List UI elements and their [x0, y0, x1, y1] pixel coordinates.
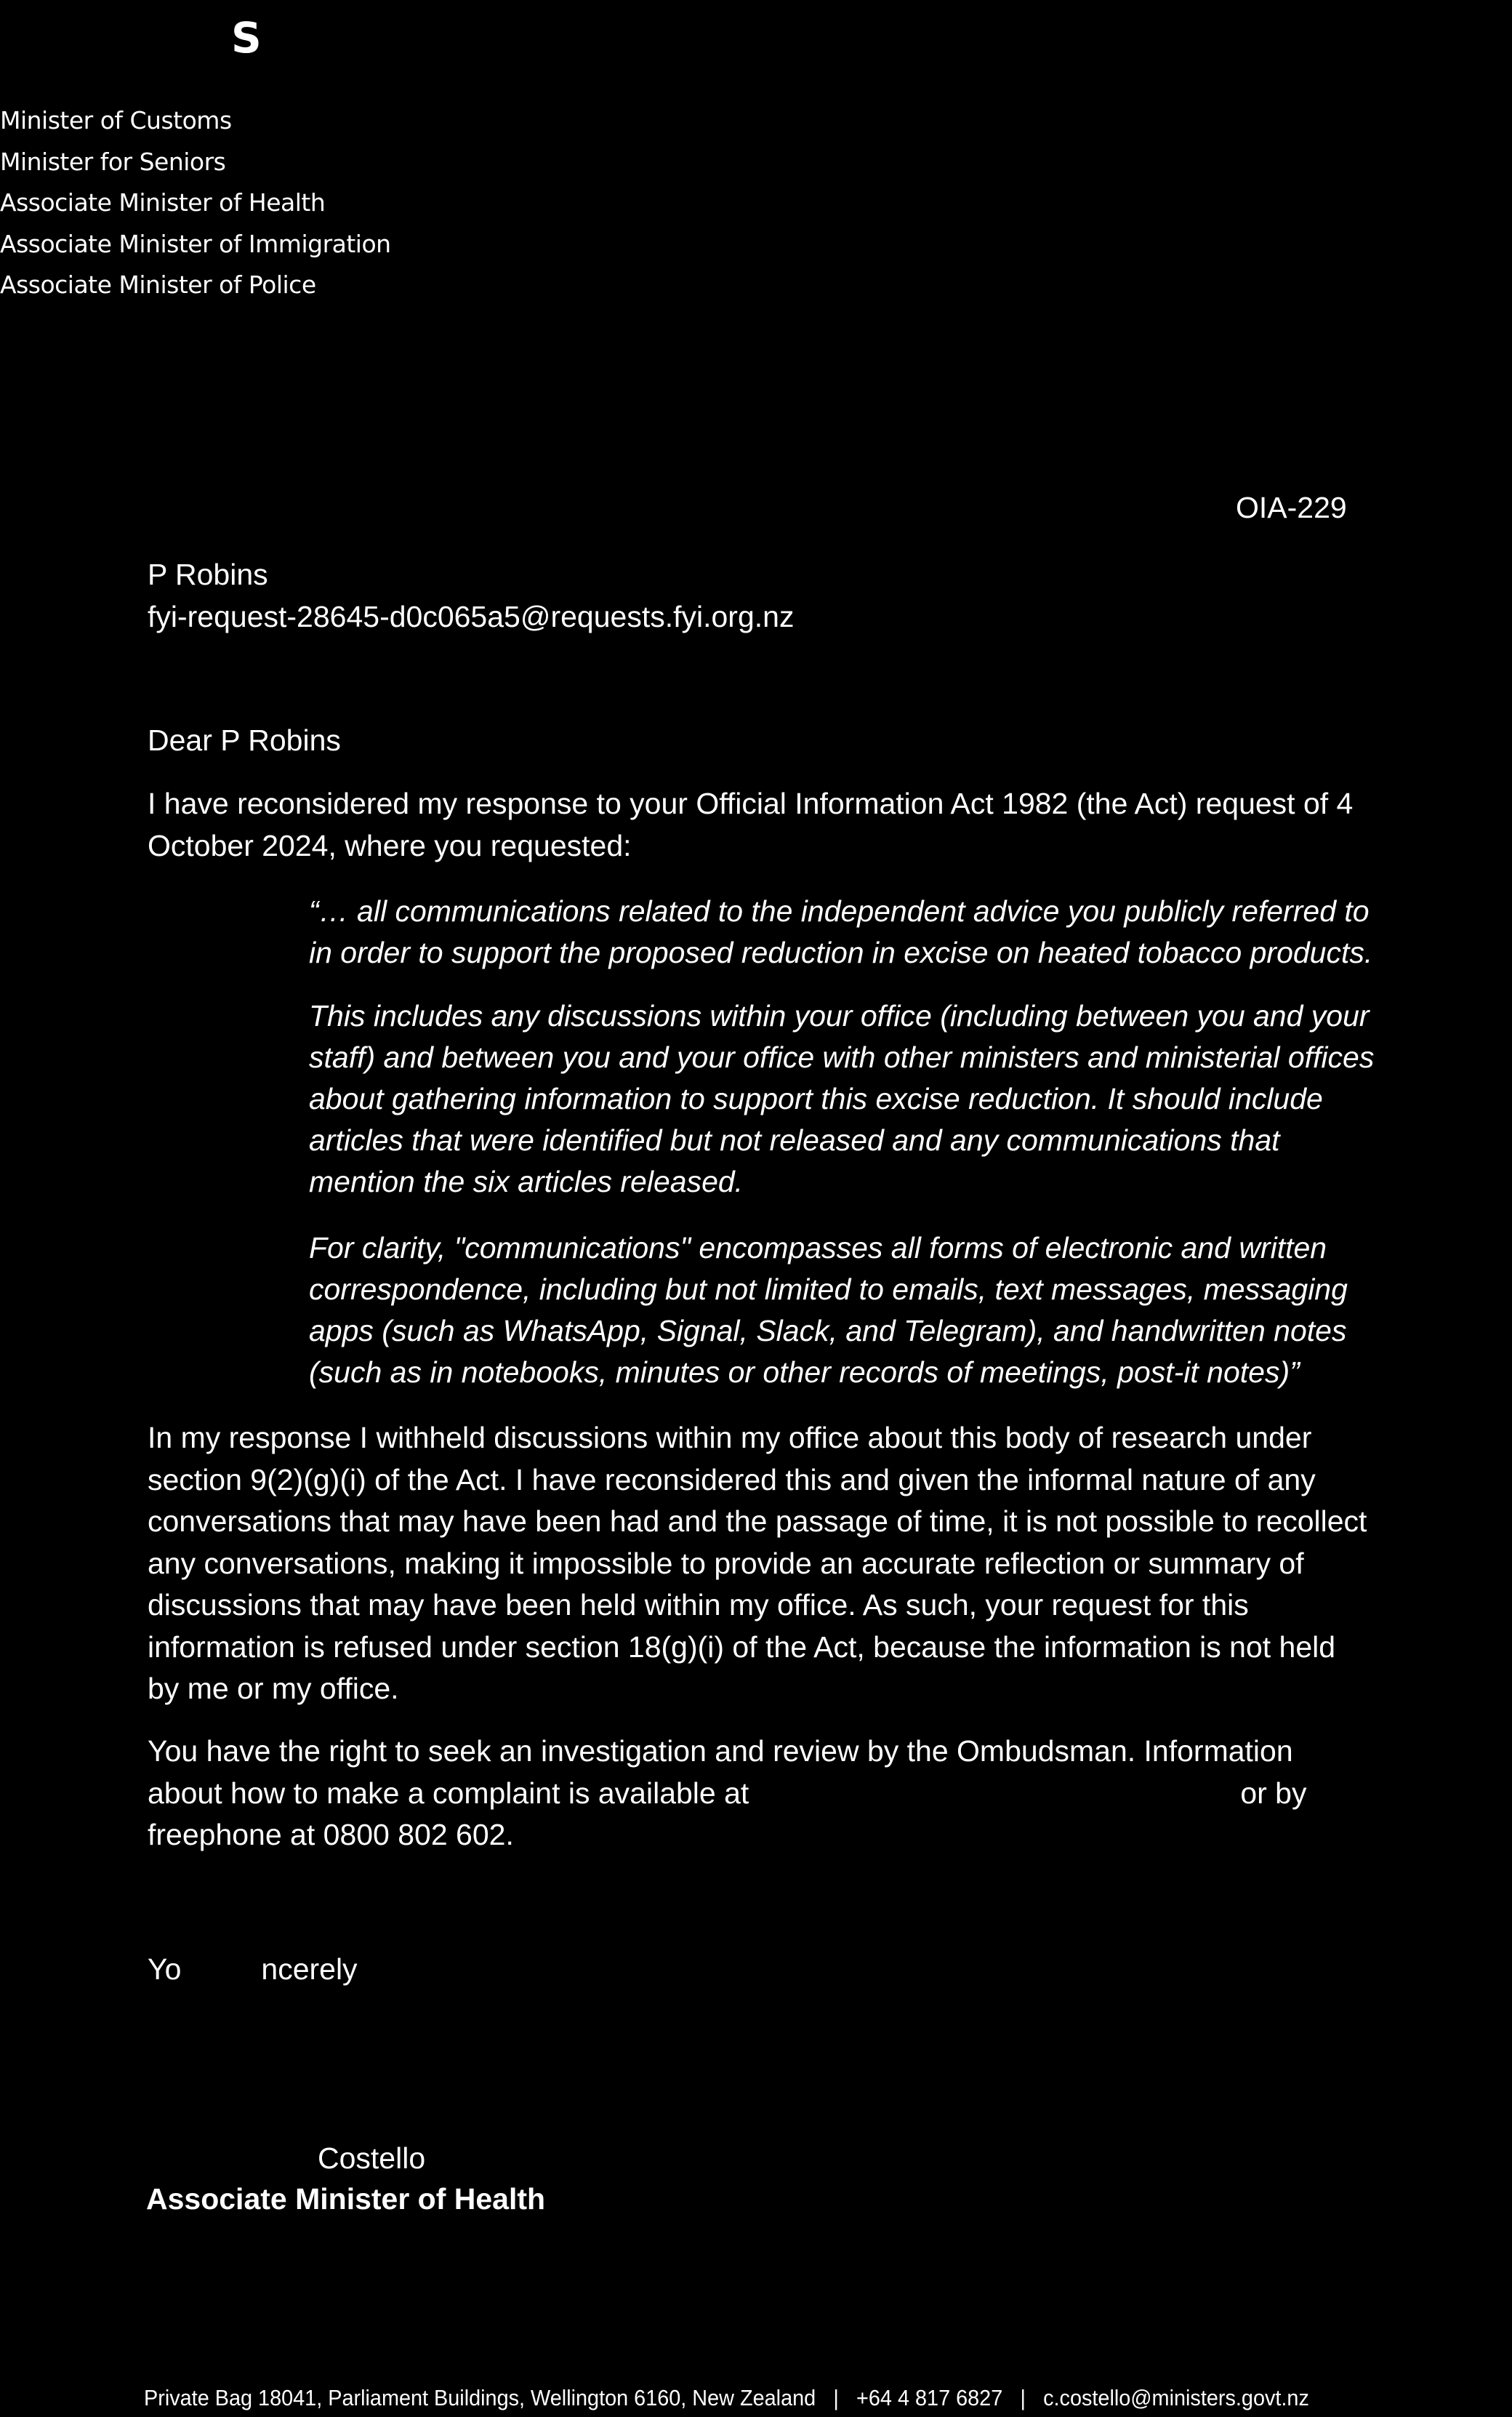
text-line: You have the right to seek an investigation and review by the Ombudsman. Information	[148, 1734, 1293, 1768]
portfolio-line: Associate Minister of Police	[0, 270, 316, 299]
text-line: This includes any discussions within your office (including between you and your	[309, 999, 1370, 1033]
signatory-title: Associate Minister of Health	[146, 2182, 546, 2216]
quote-paragraph-2	[309, 995, 1374, 1203]
text-line: articles that were identified but not released and any communications that	[309, 1123, 1280, 1157]
portfolio-line: Minister for Seniors	[0, 148, 226, 176]
portfolio-line: Minister of Customs	[0, 106, 232, 135]
text-line: mention the six articles released.	[309, 1165, 744, 1198]
letterhead-logo: S	[231, 13, 262, 63]
salutation: Dear P Robins	[148, 724, 341, 757]
text-line: apps (such as WhatsApp, Signal, Slack, and Telegram), and handwritten notes	[309, 1314, 1347, 1347]
intro-paragraph	[148, 783, 1353, 867]
recipient-email: fyi-request-28645-d0c065a5@requests.fyi.org.nz	[148, 600, 795, 633]
text-line: October 2024, where you requested:	[148, 828, 632, 862]
response-paragraph	[148, 1417, 1367, 1710]
closing-fragment: ncerely	[261, 1952, 358, 1986]
text-line: “… all communications related to the independent advice you publicly referred to	[309, 894, 1370, 928]
text-fragment: about how to make a complaint is available at	[148, 1776, 749, 1810]
text-line: In my response I withheld discussions within my office about this body of research under	[148, 1421, 1312, 1454]
text-line: For clarity, "communications" encompasses all forms of electronic and written	[309, 1231, 1327, 1264]
signatory-name: Costello	[318, 2141, 426, 2175]
quote-paragraph-1	[309, 891, 1372, 974]
text-line: correspondence, including but not limited to emails, text messages, messaging	[309, 1272, 1348, 1306]
text-line: freephone at 0800 802 602.	[148, 1818, 514, 1851]
text-line: staff) and between you and your office with other ministers and ministerial offices	[309, 1041, 1375, 1074]
text-fragment: or by	[1240, 1776, 1307, 1810]
quote-paragraph-3	[309, 1227, 1348, 1393]
footer: Private Bag 18041, Parliament Buildings, Wellington 6160, New Zealand | +64 4 817 6827 | c.costello@ministers.govt.nz	[144, 2385, 1309, 2410]
ombudsman-paragraph	[148, 1731, 1306, 1856]
portfolio-line: Associate Minister of Health	[0, 188, 326, 217]
text-line: (such as in notebooks, minutes or other records of meetings, post-it notes)”	[309, 1355, 1300, 1389]
text-line: about gathering information to support this excise reduction. It should include	[309, 1082, 1323, 1115]
closing-fragment: Yo	[148, 1952, 182, 1986]
text-line: conversations that may have been had and the passage of time, it is not possible to recollect	[148, 1504, 1367, 1538]
text-line: information is refused under section 18(g)(i) of the Act, because the information is not held	[148, 1630, 1336, 1664]
text-line: any conversations, making it impossible to provide an accurate reflection or summary of	[148, 1546, 1304, 1580]
text-line	[148, 1773, 1306, 1815]
recipient-name: P Robins	[148, 558, 268, 591]
text-line: section 9(2)(g)(i) of the Act. I have reconsidered this and given the informal nature of any	[148, 1462, 1316, 1496]
text-line: I have reconsidered my response to your Official Information Act 1982 (the Act) request of 4	[148, 787, 1354, 820]
footer-phone: +64 4 817 6827	[856, 2385, 1003, 2410]
footer-email: c.costello@ministers.govt.nz	[1043, 2385, 1309, 2410]
closing	[148, 1949, 358, 1991]
portfolio-line: Associate Minister of Immigration	[0, 230, 391, 258]
reference-number: OIA-229	[1236, 491, 1347, 524]
text-line: discussions that may have been held within my office. As such, your request for this	[148, 1588, 1249, 1622]
footer-address: Private Bag 18041, Parliament Buildings, Wellington 6160, New Zealand	[144, 2385, 816, 2410]
text-line: by me or my office.	[148, 1672, 399, 1705]
text-line: in order to support the proposed reduction in excise on heated tobacco products.	[309, 936, 1373, 969]
